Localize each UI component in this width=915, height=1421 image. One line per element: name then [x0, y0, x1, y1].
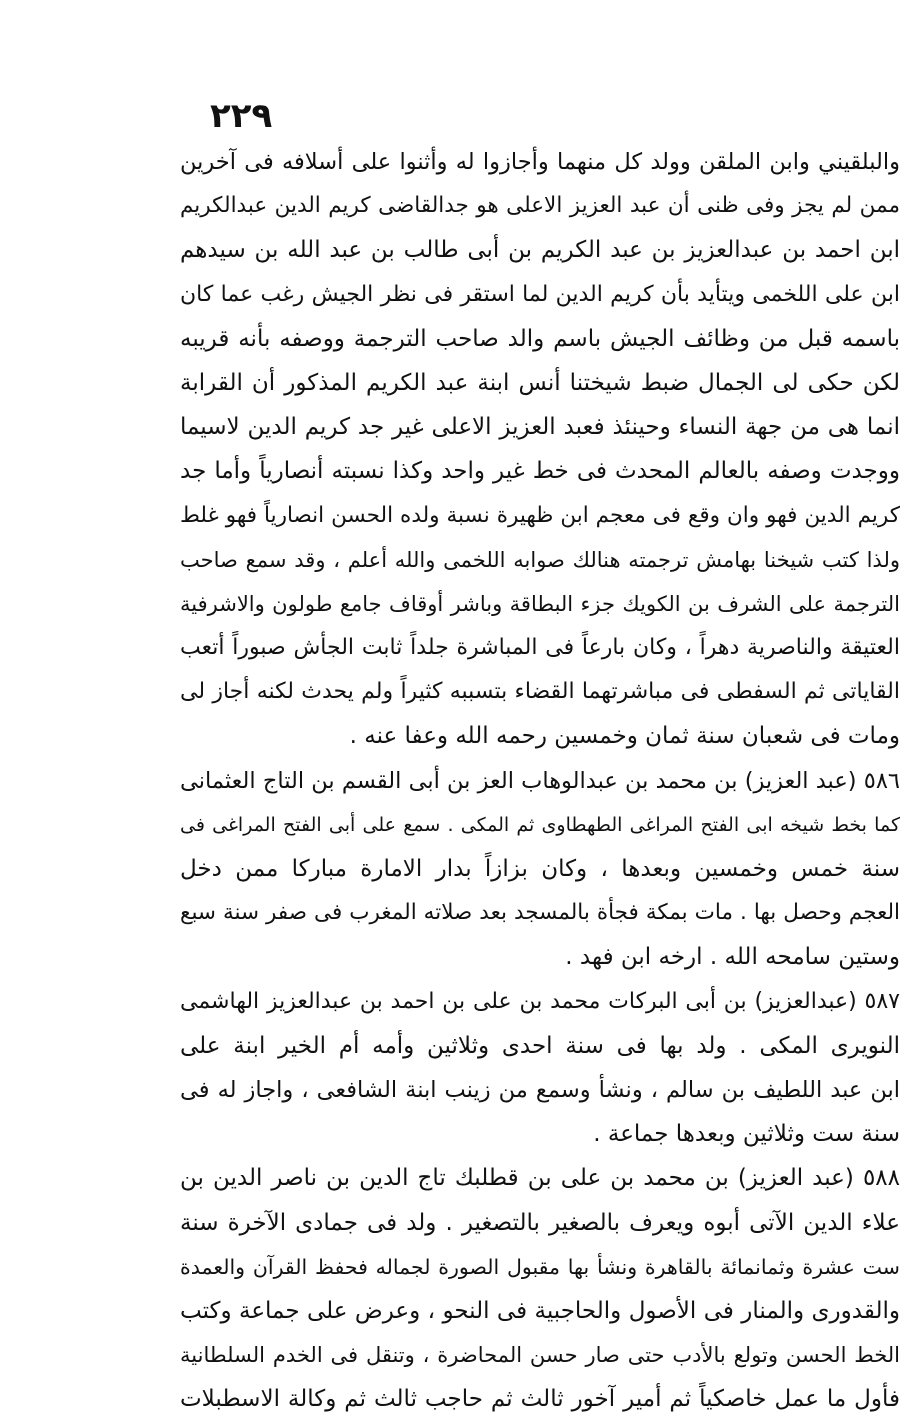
entry-587-heading: ٥٨٧ (عبدالعزيز) بن أبى البركات محمد بن على بن احمد بن عبدالعزيز الهاشمى [180, 988, 900, 1014]
text-line: فأول ما عمل خاصكياً ثم أمير آخور ثالث ثم حاجب ثالث ثم وكالة الاسطبلات [180, 1386, 900, 1413]
text-line: القاياتى ثم السفطى فى مباشرتهما القضاء بتسببه كثيراً ولم يحدث لكنه أجاز لى [180, 679, 900, 705]
text-line: ومات فى شعبان سنة ثمان وخمسين رحمه الله وعفا عنه . [349, 723, 900, 750]
text-line: العجم وحصل بها . مات بمكة فجأة بالمسجد بعد صلاته المغرب فى صفر سنة سبع [180, 900, 900, 926]
body-text [180, 140, 900, 1421]
text-line: كما بخط شيخه ابى الفتح المراغى الطهطاوى ثم المكى . سمع على أبى الفتح المراغى فى [180, 813, 900, 836]
text-line: وستين سامحه الله . ارخه ابن فهد . [565, 944, 900, 971]
page-number: ٢٢٩ [210, 96, 273, 136]
text-line: والبلقيني وابن الملقن وولد كل منهما وأجازوا له وأثنوا على أسلافه فى آخرين [180, 149, 900, 175]
text-line: ابن احمد بن عبدالعزيز بن عبد الكريم بن أبى طالب بن عبد الله بن سيدهم [180, 237, 900, 264]
text-line: العتيقة والناصرية دهراً ، وكان بارعاً فى المباشرة جلداً ثابت الجأش صبوراً أتعب [180, 635, 900, 661]
text-line: النويرى المكى . ولد بها فى سنة احدى وثلاثين وأمه أم الخير ابنة على [180, 1032, 900, 1059]
text-line: علاء الدين الآتى أبوه ويعرف بالصغير بالتصغير . ولد فى جمادى الآخرة سنة [180, 1209, 900, 1236]
text-line: انما هى من جهة النساء وحينئذ فعبد العزيز الاعلى غير جد كريم الدين لاسيما [180, 414, 900, 441]
text-line: ممن لم يجز وفى ظنى أن عبد العزيز الاعلى هو جدالقاضى كريم الدين عبدالكريم [180, 193, 900, 219]
entry-586-heading: ٥٨٦ (عبد العزيز) بن محمد بن عبدالوهاب العز بن أبى القسم بن التاج العثمانى [180, 767, 900, 794]
entry-588-heading: ٥٨٨ (عبد العزيز) بن محمد بن على بن قطلبك تاج الدين بن ناصر الدين بن [180, 1165, 900, 1192]
text-line: لكن حكى لى الجمال ضبط شيختنا أنس ابنة عبد الكريم المذكور أن القرابة [180, 369, 900, 396]
text-line: كريم الدين فهو وان وقع فى معجم ابن ظهيرة نسبة ولده الحسن انصارياً فهو غلط [180, 502, 900, 528]
text-line: ست عشرة وثمانمائة بالقاهرة ونشأ بها مقبول الصورة لجماله فحفظ القرآن والعمدة [180, 1254, 900, 1279]
text-line: الترجمة على الشرف بن الكويك جزء البطاقة وباشر أوقاف جامع طولون والاشرفية [180, 591, 900, 616]
text-line: ووجدت وصفه بالعالم المحدث فى خط غير واحد وكذا نسبته أنصارياً وأما جد [180, 458, 900, 485]
text-line: باسمه قبل من وظائف الجيش باسم والد صاحب الترجمة ووصفه بأنه قريبه [180, 325, 900, 352]
text-line: سنة ست وثلاثين وبعدها جماعة . [593, 1121, 900, 1148]
text-line: ولذا كتب شيخنا بهامش ترجمته هنالك صوابه اللخمى والله أعلم ، وقد سمع صاحب [180, 547, 900, 572]
text-line: سنة خمس وخمسين وبعدها ، وكان بزازاً بدار الامارة مباركا ممن دخل [180, 856, 900, 882]
text-line: الخط الحسن وتولع بالأدب حتى صار حسن المحاضرة ، وتنقل فى الخدم السلطانية [180, 1343, 900, 1368]
text-line: ابن على اللخمى ويتأيد بأن كريم الدين لما استقر فى نظر الجيش رغب عما كان [180, 281, 900, 307]
text-line: والقدورى والمنار فى الأصول والحاجبية فى النحو ، وعرض على جماعة وكتب [180, 1297, 900, 1324]
text-line: ابن عبد اللطيف بن سالم ، ونشأ وسمع من زينب ابنة الشافعى ، واجاز له فى [180, 1076, 900, 1103]
